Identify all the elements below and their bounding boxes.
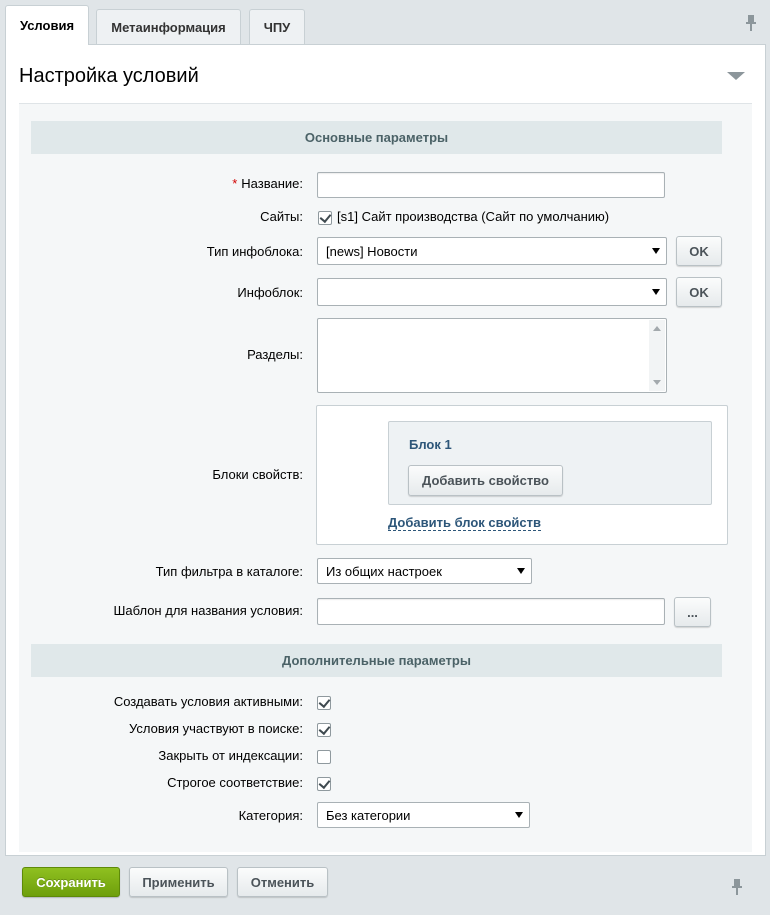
property-block-1 [388, 421, 712, 505]
property-blocks-label: Блоки свойств: [212, 467, 303, 482]
opt-strict-label: Строгое соответствие: [167, 775, 303, 790]
add-property-block-link[interactable]: Добавить блок свойств [388, 515, 541, 530]
chevron-down-icon [515, 812, 523, 818]
iblock-ok-button[interactable]: OK [676, 277, 722, 307]
site-s1-label[interactable]: [s1] Сайт производства (Сайт по умолчанию) [337, 209, 610, 224]
apply-button[interactable]: Применить [129, 867, 228, 897]
iblock-type-value: [news] Новости [326, 243, 418, 259]
sections-label-wrap [0, 347, 303, 367]
iblock-select[interactable] [317, 278, 667, 306]
filter-type-label-wrap [0, 564, 303, 584]
opt-search-label: Условия участвуют в поиске: [128, 721, 303, 736]
property-blocks-label-wrap [0, 467, 303, 487]
section-main-params: Основные параметры [31, 121, 722, 154]
opt-noindex-checkbox[interactable] [317, 750, 331, 764]
tab-metainformation[interactable]: Метаинформация [96, 9, 241, 44]
name-label-wrap [0, 176, 303, 196]
add-property-button[interactable]: Добавить свойство [408, 465, 563, 496]
cancel-button[interactable]: Отменить [237, 867, 328, 897]
sections-label: Разделы: [247, 347, 303, 362]
opt-active-label: Создавать условия активными: [113, 694, 303, 709]
opt-search-label-wrap [0, 721, 303, 741]
collapse-icon[interactable] [727, 72, 745, 80]
name-template-label: Шаблон для названия условия: [113, 603, 303, 618]
property-blocks-container [316, 405, 728, 545]
chevron-down-icon [652, 248, 660, 254]
filter-type-label: Тип фильтра в каталоге: [155, 564, 303, 579]
required-mark: * [232, 176, 238, 191]
tab-bar [0, 0, 770, 44]
opt-noindex-label-wrap [0, 748, 303, 768]
opt-noindex-label: Закрыть от индексации: [158, 748, 303, 763]
pin-icon[interactable] [730, 878, 744, 896]
section-extra-params: Дополнительные параметры [31, 644, 722, 677]
iblock-label-wrap [0, 285, 303, 305]
sections-multiselect[interactable] [317, 318, 667, 393]
scroll-up-icon[interactable] [653, 326, 661, 331]
scroll-down-icon[interactable] [653, 380, 661, 385]
tab-conditions[interactable]: Условия [5, 5, 89, 45]
site-s1-checkbox[interactable] [318, 211, 332, 225]
save-button[interactable]: Сохранить [22, 867, 120, 897]
sites-label-wrap [0, 209, 303, 229]
tab-chpu[interactable]: ЧПУ [249, 9, 305, 44]
category-label: Категория: [238, 808, 303, 823]
opt-search-checkbox[interactable] [317, 723, 331, 737]
name-label-text: Название: [241, 176, 303, 191]
category-label-wrap [0, 808, 303, 828]
chevron-down-icon [517, 568, 525, 574]
name-template-ellipsis-button[interactable]: ... [674, 597, 711, 627]
filter-type-select[interactable] [317, 558, 532, 584]
sites-label: Сайты: [260, 209, 303, 224]
name-input[interactable] [317, 172, 665, 198]
property-block-title: Блок 1 [409, 437, 452, 452]
name-template-label-wrap [0, 603, 303, 623]
name-template-input[interactable] [317, 598, 665, 625]
iblock-type-select[interactable] [317, 237, 667, 265]
sections-scrollbar[interactable] [649, 320, 665, 391]
chevron-down-icon [652, 289, 660, 295]
iblock-type-label: Тип инфоблока: [206, 244, 303, 259]
opt-strict-label-wrap [0, 775, 303, 795]
opt-active-label-wrap [0, 694, 303, 714]
panel-title: Настройка условий [19, 65, 199, 87]
pin-icon[interactable] [744, 14, 758, 32]
filter-type-value: Из общих настроек [326, 563, 442, 579]
opt-strict-checkbox[interactable] [317, 777, 331, 791]
iblock-type-ok-button[interactable]: OK [676, 236, 722, 266]
name-label [232, 176, 303, 191]
opt-active-checkbox[interactable] [317, 696, 331, 710]
category-value: Без категории [326, 807, 411, 823]
category-select[interactable] [317, 802, 530, 828]
iblock-label: Инфоблок: [237, 285, 303, 300]
iblock-type-label-wrap [0, 244, 303, 264]
